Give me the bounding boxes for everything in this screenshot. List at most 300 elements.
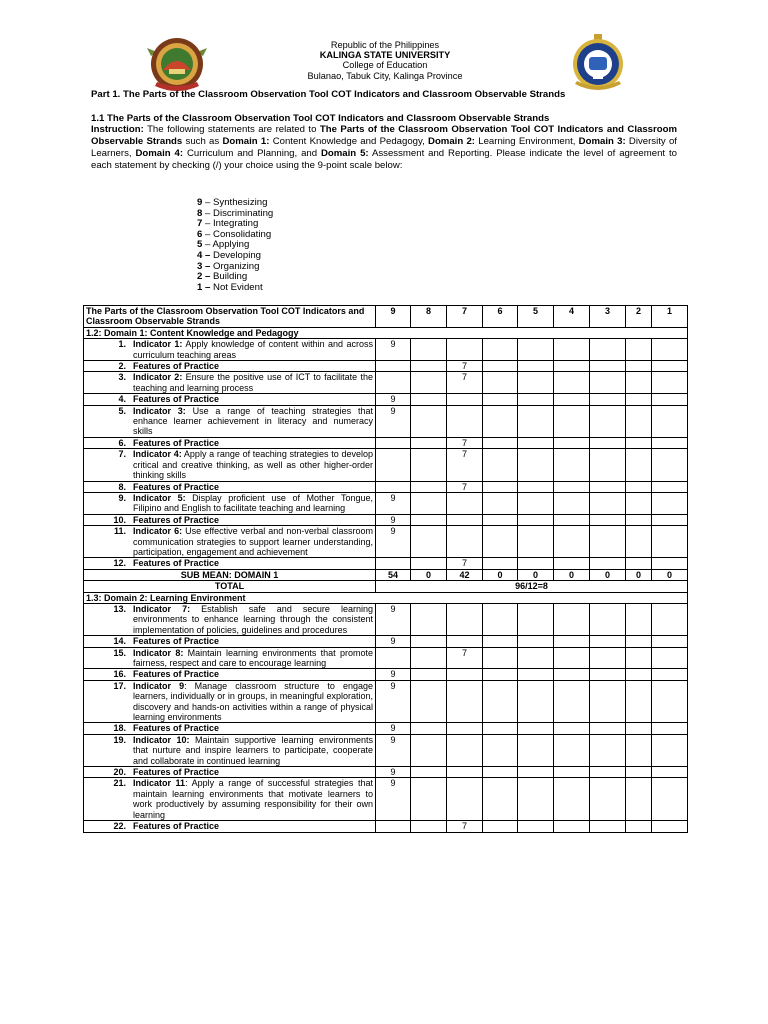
- rating-cell[interactable]: 9: [376, 405, 411, 437]
- rating-cell[interactable]: 9: [376, 603, 411, 635]
- rating-cell[interactable]: 7: [447, 558, 483, 569]
- rating-cell[interactable]: [447, 636, 483, 647]
- rating-cell[interactable]: [590, 734, 626, 766]
- rating-cell[interactable]: [518, 558, 554, 569]
- rating-cell[interactable]: 7: [447, 647, 483, 669]
- domain-title: 1.2: Domain 1: Content Knowledge and Pedagogy: [84, 327, 688, 338]
- rating-cell[interactable]: [626, 361, 652, 372]
- sub-mean-value: 0: [652, 569, 688, 580]
- table-header-row: [84, 306, 688, 328]
- table-row: [84, 723, 688, 734]
- item-text: [133, 361, 373, 371]
- item-number: 2.: [118, 361, 126, 372]
- item-number: 5.: [118, 405, 126, 416]
- rating-cell[interactable]: [518, 492, 554, 514]
- table-row: [84, 372, 688, 394]
- item-label: Features of Practice: [133, 481, 220, 492]
- item-number: 1.: [118, 339, 126, 350]
- rating-cell[interactable]: [483, 647, 518, 669]
- rating-cell[interactable]: [652, 481, 688, 492]
- rating-cell[interactable]: [554, 767, 590, 778]
- rating-cell[interactable]: [411, 723, 447, 734]
- item-number: 14.: [113, 636, 126, 647]
- sub-mean-row: [84, 569, 688, 580]
- rating-cell[interactable]: [447, 394, 483, 405]
- item-text: [133, 723, 373, 733]
- item-description: Use a range of teaching strategies that enhance learner achievement in literacy and numeracy skills: [133, 405, 373, 437]
- rating-cell[interactable]: [652, 526, 688, 558]
- rating-cell[interactable]: [518, 514, 554, 525]
- rating-cell[interactable]: [447, 514, 483, 525]
- rating-cell[interactable]: [652, 339, 688, 361]
- item-number: 7.: [118, 449, 126, 460]
- header-label: The Parts of the Classroom Observation Tool COT Indicators and Classroom Observable Strands: [84, 306, 376, 328]
- rating-cell[interactable]: [483, 636, 518, 647]
- rating-cell[interactable]: [518, 339, 554, 361]
- item-number: 12.: [113, 558, 126, 569]
- item-label: Indicator 1:: [133, 339, 183, 350]
- item-label: Features of Practice: [133, 636, 220, 647]
- rating-cell[interactable]: [652, 647, 688, 669]
- item-label: Indicator 6:: [133, 526, 183, 537]
- rating-cell[interactable]: [483, 437, 518, 448]
- table-row: [84, 734, 688, 766]
- item-label: Features of Practice: [133, 669, 220, 680]
- item-label: Indicator 10:: [133, 734, 190, 745]
- item-text: [133, 515, 373, 525]
- letterhead: [230, 40, 540, 81]
- rating-cell[interactable]: [483, 778, 518, 821]
- rating-cell[interactable]: [411, 669, 447, 680]
- rating-cell[interactable]: [376, 437, 411, 448]
- rating-cell[interactable]: [518, 481, 554, 492]
- rating-cell[interactable]: [447, 526, 483, 558]
- rating-cell[interactable]: [483, 372, 518, 394]
- rating-cell[interactable]: [554, 603, 590, 635]
- rating-cell[interactable]: [518, 603, 554, 635]
- item-text: [133, 767, 373, 777]
- rating-cell[interactable]: 7: [447, 449, 483, 481]
- rating-cell[interactable]: [554, 405, 590, 437]
- rating-cell[interactable]: [518, 767, 554, 778]
- rating-cell[interactable]: [411, 481, 447, 492]
- item-label: Features of Practice: [133, 394, 220, 405]
- rating-cell[interactable]: 9: [376, 339, 411, 361]
- table-row: [84, 767, 688, 778]
- header-scale-5: 5: [518, 306, 554, 328]
- rating-cell[interactable]: [652, 669, 688, 680]
- rating-cell[interactable]: [483, 449, 518, 481]
- rating-cell[interactable]: [554, 680, 590, 723]
- item-cell: [84, 734, 376, 766]
- item-text: [133, 681, 373, 723]
- table-row: [84, 636, 688, 647]
- item-description: : Manage classroom structure to engage learners, individually or in groups, in meaningful exploration, discovery and hands-on activities within a range of physical learning environments: [133, 680, 373, 723]
- rating-cell[interactable]: [518, 405, 554, 437]
- rating-cell[interactable]: 9: [376, 669, 411, 680]
- table-row: [84, 437, 688, 448]
- scale-item: 5 – Applying: [197, 239, 250, 251]
- rating-cell[interactable]: 7: [447, 372, 483, 394]
- rating-cell[interactable]: [590, 647, 626, 669]
- rating-cell[interactable]: [447, 492, 483, 514]
- rating-cell[interactable]: [411, 636, 447, 647]
- rating-cell[interactable]: [483, 821, 518, 832]
- rating-cell[interactable]: [652, 405, 688, 437]
- part-title: Part 1. The Parts of the Classroom Observation Tool COT Indicators and Classroom Observable Strands: [91, 89, 566, 100]
- rating-cell[interactable]: [447, 339, 483, 361]
- rating-cell[interactable]: [518, 372, 554, 394]
- rating-cell[interactable]: [447, 723, 483, 734]
- rating-cell[interactable]: [411, 734, 447, 766]
- item-text: [133, 438, 373, 448]
- rating-cell[interactable]: [590, 481, 626, 492]
- rating-cell[interactable]: [411, 526, 447, 558]
- rating-cell[interactable]: [411, 778, 447, 821]
- rating-cell[interactable]: [554, 636, 590, 647]
- rating-cell[interactable]: 7: [447, 361, 483, 372]
- rating-cell[interactable]: [411, 449, 447, 481]
- rating-cell[interactable]: [483, 492, 518, 514]
- item-description: : Apply a range of successful strategies that maintain learning environments that motivate learners to work productively by assuming responsibility for their own learning: [133, 778, 373, 820]
- rating-cell[interactable]: [652, 680, 688, 723]
- rating-cell[interactable]: [590, 603, 626, 635]
- item-cell: [84, 680, 376, 723]
- table-row: [84, 339, 688, 361]
- rating-cell[interactable]: [483, 723, 518, 734]
- item-cell: [84, 636, 376, 647]
- rating-cell[interactable]: [554, 372, 590, 394]
- rating-cell[interactable]: [626, 636, 652, 647]
- rating-cell[interactable]: 9: [376, 723, 411, 734]
- item-text: [133, 821, 373, 831]
- rating-cell[interactable]: [652, 372, 688, 394]
- sub-mean-value: 0: [554, 569, 590, 580]
- rating-cell[interactable]: [590, 767, 626, 778]
- sub-mean-value: 0: [411, 569, 447, 580]
- table-row: [84, 603, 688, 635]
- rating-cell[interactable]: [447, 603, 483, 635]
- rating-cell[interactable]: [411, 558, 447, 569]
- rating-cell[interactable]: [554, 361, 590, 372]
- item-label: Features of Practice: [133, 514, 220, 525]
- item-number: 17.: [113, 680, 126, 691]
- rating-cell[interactable]: [590, 778, 626, 821]
- section-title: 1.1 The Parts of the Classroom Observation Tool COT Indicators and Classroom Observable Strands: [91, 113, 550, 124]
- rating-cell[interactable]: [411, 767, 447, 778]
- scale-item: 1 – Not Evident: [197, 281, 263, 293]
- rating-cell[interactable]: [376, 558, 411, 569]
- rating-cell[interactable]: [652, 558, 688, 569]
- rating-cell[interactable]: [626, 647, 652, 669]
- header-scale-8: 8: [411, 306, 447, 328]
- rating-cell[interactable]: [447, 669, 483, 680]
- rating-cell[interactable]: [652, 734, 688, 766]
- rating-cell[interactable]: [518, 526, 554, 558]
- item-cell: [84, 526, 376, 558]
- rating-cell[interactable]: [483, 361, 518, 372]
- item-text: [133, 449, 373, 480]
- rating-cell[interactable]: [554, 394, 590, 405]
- rating-cell[interactable]: [652, 603, 688, 635]
- rating-cell[interactable]: [483, 603, 518, 635]
- rating-cell[interactable]: [483, 734, 518, 766]
- item-cell: [84, 449, 376, 481]
- rating-cell[interactable]: [652, 821, 688, 832]
- item-description: Maintain learning environments that promote fairness, respect and care to encourage learning: [133, 647, 373, 668]
- rating-cell[interactable]: [554, 723, 590, 734]
- rating-cell[interactable]: [411, 361, 447, 372]
- rating-cell[interactable]: [483, 394, 518, 405]
- rating-cell[interactable]: [652, 361, 688, 372]
- table-row: [84, 394, 688, 405]
- item-number: 8.: [118, 481, 126, 492]
- rating-cell[interactable]: [590, 339, 626, 361]
- rating-cell[interactable]: [554, 821, 590, 832]
- rating-cell[interactable]: [554, 437, 590, 448]
- item-cell: [84, 339, 376, 361]
- rating-cell[interactable]: [626, 778, 652, 821]
- total-row: [84, 581, 688, 592]
- rating-cell[interactable]: [554, 558, 590, 569]
- rating-cell[interactable]: [626, 558, 652, 569]
- rating-cell[interactable]: 9: [376, 394, 411, 405]
- rating-cell[interactable]: [518, 680, 554, 723]
- item-number: 16.: [113, 669, 126, 680]
- rating-cell[interactable]: [411, 821, 447, 832]
- rating-cell[interactable]: [626, 405, 652, 437]
- scale-item: 3 – Organizing: [197, 260, 260, 272]
- rating-cell[interactable]: 9: [376, 514, 411, 525]
- item-label: Features of Practice: [133, 767, 220, 778]
- item-text: [133, 558, 373, 568]
- rating-cell[interactable]: [554, 778, 590, 821]
- rating-cell[interactable]: [626, 394, 652, 405]
- rating-cell[interactable]: [554, 481, 590, 492]
- rating-cell[interactable]: [626, 603, 652, 635]
- scale-item: 8 – Discriminating: [197, 207, 274, 219]
- rating-cell[interactable]: [483, 526, 518, 558]
- header-scale-4: 4: [554, 306, 590, 328]
- table-row: [84, 514, 688, 525]
- rating-cell[interactable]: [518, 669, 554, 680]
- rating-cell[interactable]: [411, 514, 447, 525]
- sub-mean-value: 54: [376, 569, 411, 580]
- item-cell: [84, 405, 376, 437]
- domain-title-row: [84, 592, 688, 603]
- rating-cell[interactable]: [411, 372, 447, 394]
- rating-cell[interactable]: [447, 405, 483, 437]
- rating-cell[interactable]: 9: [376, 734, 411, 766]
- rating-cell[interactable]: [652, 394, 688, 405]
- rating-cell[interactable]: [590, 680, 626, 723]
- rating-cell[interactable]: [376, 821, 411, 832]
- rating-cell[interactable]: [411, 492, 447, 514]
- rating-cell[interactable]: [626, 514, 652, 525]
- item-label: Indicator 11: [133, 778, 186, 789]
- cot-rating-table: [83, 305, 688, 833]
- item-text: [133, 526, 373, 557]
- rating-cell[interactable]: [590, 636, 626, 647]
- rating-cell[interactable]: [590, 821, 626, 832]
- rating-cell[interactable]: [518, 437, 554, 448]
- rating-cell[interactable]: [483, 767, 518, 778]
- rating-cell[interactable]: [626, 680, 652, 723]
- rating-cell[interactable]: [411, 680, 447, 723]
- rating-cell[interactable]: [447, 680, 483, 723]
- rating-cell[interactable]: [652, 437, 688, 448]
- rating-cell[interactable]: [626, 339, 652, 361]
- rating-cell[interactable]: [626, 526, 652, 558]
- rating-cell[interactable]: [652, 767, 688, 778]
- rating-cell[interactable]: [483, 680, 518, 723]
- sub-mean-value: 0: [626, 569, 652, 580]
- rating-cell[interactable]: [483, 514, 518, 525]
- rating-cell[interactable]: [554, 734, 590, 766]
- rating-cell[interactable]: 9: [376, 778, 411, 821]
- rating-cell[interactable]: [590, 361, 626, 372]
- rating-cell[interactable]: [626, 669, 652, 680]
- rating-cell[interactable]: [626, 734, 652, 766]
- rating-cell[interactable]: [411, 339, 447, 361]
- rating-cell[interactable]: [590, 405, 626, 437]
- rating-cell[interactable]: [447, 778, 483, 821]
- rating-cell[interactable]: [590, 394, 626, 405]
- rating-cell[interactable]: [411, 405, 447, 437]
- rating-cell[interactable]: [652, 449, 688, 481]
- item-number: 13.: [113, 603, 126, 614]
- domain-title-row: [84, 327, 688, 338]
- rating-cell[interactable]: [554, 514, 590, 525]
- rating-cell[interactable]: [626, 449, 652, 481]
- rating-cell[interactable]: [518, 778, 554, 821]
- rating-cell[interactable]: 7: [447, 821, 483, 832]
- rating-cell[interactable]: [590, 449, 626, 481]
- rating-cell[interactable]: [590, 723, 626, 734]
- university-name: KALINGA STATE UNIVERSITY: [319, 50, 451, 61]
- rating-cell[interactable]: [483, 558, 518, 569]
- header-scale-3: 3: [590, 306, 626, 328]
- rating-cell[interactable]: [518, 449, 554, 481]
- rating-cell[interactable]: [626, 492, 652, 514]
- sub-mean-value: 0: [518, 569, 554, 580]
- item-label: Indicator 2:: [133, 372, 183, 383]
- item-cell: [84, 821, 376, 832]
- rating-cell[interactable]: [626, 723, 652, 734]
- header-scale-1: 1: [652, 306, 688, 328]
- rating-cell[interactable]: [626, 437, 652, 448]
- table-row: [84, 449, 688, 481]
- item-text: [133, 636, 373, 646]
- table-row: [84, 669, 688, 680]
- item-cell: [84, 778, 376, 821]
- rating-cell[interactable]: [447, 734, 483, 766]
- rating-cell[interactable]: [447, 767, 483, 778]
- rating-cell[interactable]: [554, 526, 590, 558]
- rating-cell[interactable]: [590, 669, 626, 680]
- rating-cell[interactable]: [554, 647, 590, 669]
- rating-cell[interactable]: [376, 647, 411, 669]
- sub-mean-label: SUB MEAN: DOMAIN 1: [84, 569, 376, 580]
- rating-cell[interactable]: [626, 821, 652, 832]
- total-label: TOTAL: [84, 581, 376, 592]
- rating-cell[interactable]: [554, 449, 590, 481]
- item-number: 6.: [118, 437, 126, 448]
- rating-cell[interactable]: [411, 603, 447, 635]
- rating-cell[interactable]: [590, 492, 626, 514]
- rating-cell[interactable]: [411, 394, 447, 405]
- rating-cell[interactable]: [590, 558, 626, 569]
- rating-cell[interactable]: [483, 669, 518, 680]
- rating-cell[interactable]: [626, 767, 652, 778]
- item-number: 11.: [113, 526, 126, 537]
- rating-cell[interactable]: [518, 723, 554, 734]
- rating-cell[interactable]: [483, 405, 518, 437]
- rating-cell[interactable]: [518, 361, 554, 372]
- item-cell: [84, 372, 376, 394]
- item-label: Features of Practice: [133, 361, 220, 372]
- rating-cell[interactable]: 9: [376, 767, 411, 778]
- item-number: 15.: [113, 647, 126, 658]
- rating-cell[interactable]: [554, 492, 590, 514]
- rating-cell[interactable]: [376, 449, 411, 481]
- item-cell: [84, 767, 376, 778]
- rating-cell[interactable]: 9: [376, 636, 411, 647]
- item-text: [133, 648, 373, 669]
- rating-cell[interactable]: [626, 372, 652, 394]
- item-cell: [84, 723, 376, 734]
- rating-cell[interactable]: 9: [376, 492, 411, 514]
- rating-cell[interactable]: [518, 734, 554, 766]
- college-name: College of Education: [342, 60, 428, 71]
- rating-cell[interactable]: [652, 636, 688, 647]
- rating-cell[interactable]: 9: [376, 680, 411, 723]
- sub-mean-value: 0: [483, 569, 518, 580]
- rating-cell[interactable]: [590, 372, 626, 394]
- rating-cell[interactable]: [411, 647, 447, 669]
- rating-cell[interactable]: [483, 481, 518, 492]
- rating-cell[interactable]: [518, 821, 554, 832]
- rating-cell[interactable]: [652, 514, 688, 525]
- rating-cell[interactable]: [652, 723, 688, 734]
- rating-cell[interactable]: [590, 437, 626, 448]
- rating-cell[interactable]: [626, 481, 652, 492]
- sub-mean-value: 42: [447, 569, 483, 580]
- rating-cell[interactable]: 9: [376, 526, 411, 558]
- rating-cell[interactable]: [376, 361, 411, 372]
- table-row: [84, 558, 688, 569]
- rating-cell[interactable]: 7: [447, 437, 483, 448]
- rating-cell[interactable]: 7: [447, 481, 483, 492]
- scale-item: 6 – Consolidating: [197, 228, 272, 240]
- rating-cell[interactable]: [518, 636, 554, 647]
- rating-cell[interactable]: [554, 669, 590, 680]
- item-label: Indicator 9: [133, 680, 185, 691]
- rating-cell[interactable]: [652, 778, 688, 821]
- rating-cell[interactable]: [652, 492, 688, 514]
- rating-cell[interactable]: [554, 339, 590, 361]
- rating-cell[interactable]: [483, 339, 518, 361]
- rating-cell[interactable]: [376, 481, 411, 492]
- rating-cell[interactable]: [518, 647, 554, 669]
- rating-cell[interactable]: [590, 526, 626, 558]
- rating-cell[interactable]: [590, 514, 626, 525]
- item-number: 10.: [113, 514, 126, 525]
- rating-cell[interactable]: [376, 372, 411, 394]
- rating-cell[interactable]: [411, 437, 447, 448]
- rating-cell[interactable]: [518, 394, 554, 405]
- item-cell: [84, 603, 376, 635]
